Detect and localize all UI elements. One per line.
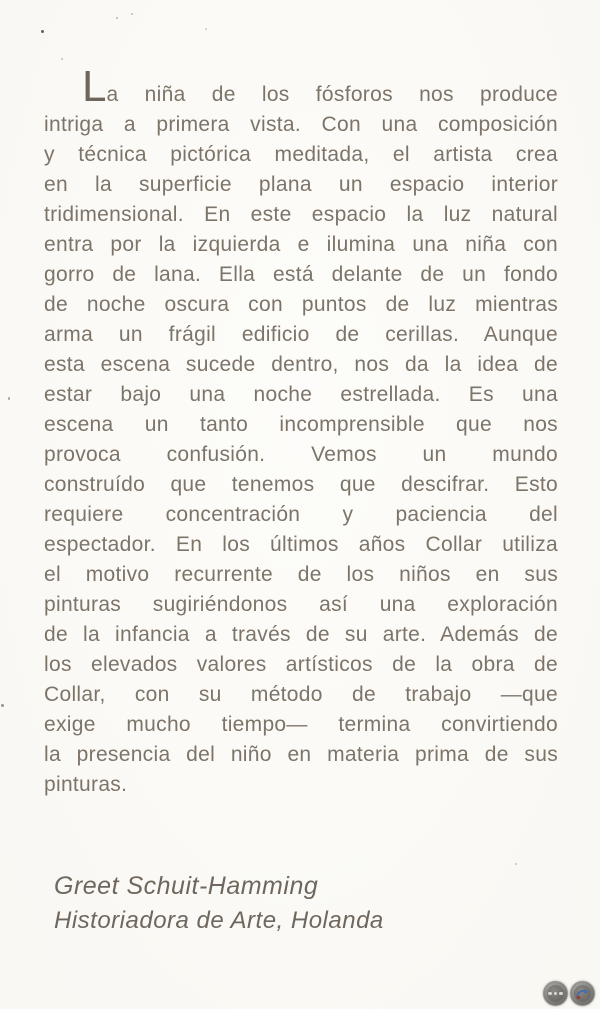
- scan-speck: [205, 28, 207, 30]
- scan-speck: [515, 863, 517, 865]
- text-line: Collar, con su método de trabajo —que: [44, 683, 558, 706]
- text-line: arma un frágil edificio de cerillas. Aunque: [44, 323, 558, 346]
- text-line: provoca confusión. Vemos un mundo: [44, 443, 558, 466]
- signature-block: [54, 869, 384, 938]
- text-line: de noche oscura con puntos de luz mientras: [44, 293, 558, 316]
- text-line: estar bajo una noche estrellada. Es una: [44, 383, 558, 406]
- text-line: esta escena sucede dentro, nos da la idea de: [44, 353, 558, 376]
- text-line: La niña de los fósforos nos produce: [82, 62, 558, 111]
- text-line: intriga a primera vista. Con una composición: [44, 113, 558, 136]
- drop-cap: L: [82, 62, 107, 111]
- viewer-overlay-controls: [543, 981, 595, 1006]
- text-line: exige mucho tiempo— termina convirtiendo: [44, 713, 558, 736]
- body-text: [44, 62, 558, 800]
- share-button[interactable]: [570, 981, 595, 1006]
- text-line: requiere concentración y paciencia del: [44, 503, 558, 526]
- text-line: el motivo recurrente de los niños en sus: [44, 563, 558, 586]
- text-line: gorro de lana. Ella está delante de un fondo: [44, 263, 558, 286]
- text-line: tridimensional. En este espacio la luz natural: [44, 203, 558, 226]
- author-name: Greet Schuit-Hamming: [54, 872, 319, 900]
- scan-speck: [8, 397, 10, 400]
- text-line: pinturas sugiriéndonos así una exploración: [44, 593, 558, 616]
- text-line: entra por la izquierda e ilumina una niña con: [44, 233, 558, 256]
- scan-speck: [61, 58, 63, 60]
- share-arrow-icon: [574, 985, 591, 1002]
- more-options-button[interactable]: [543, 981, 568, 1006]
- scan-speck: [131, 13, 133, 15]
- text-line: escena un tanto incomprensible que nos: [44, 413, 558, 436]
- author-title: Historiadora de Arte, Holanda: [54, 907, 384, 934]
- scan-speck: [116, 17, 118, 19]
- text-line: en la superficie plana un espacio interior: [44, 173, 558, 196]
- text-line: y técnica pictórica meditada, el artista crea: [44, 143, 558, 166]
- scan-speck: [1, 704, 4, 707]
- text-line: pinturas.: [44, 773, 128, 796]
- text-line: construído que tenemos que descifrar. Esto: [44, 473, 558, 496]
- scan-speck: [41, 30, 44, 33]
- text-line: de la infancia a través de su arte. Además de: [44, 623, 558, 646]
- ellipsis-icon: [547, 985, 564, 1002]
- text-line: espectador. En los últimos años Collar utiliza: [44, 533, 558, 556]
- text-line: la presencia del niño en materia prima de sus: [44, 743, 558, 766]
- text-line: los elevados valores artísticos de la obra de: [44, 653, 558, 676]
